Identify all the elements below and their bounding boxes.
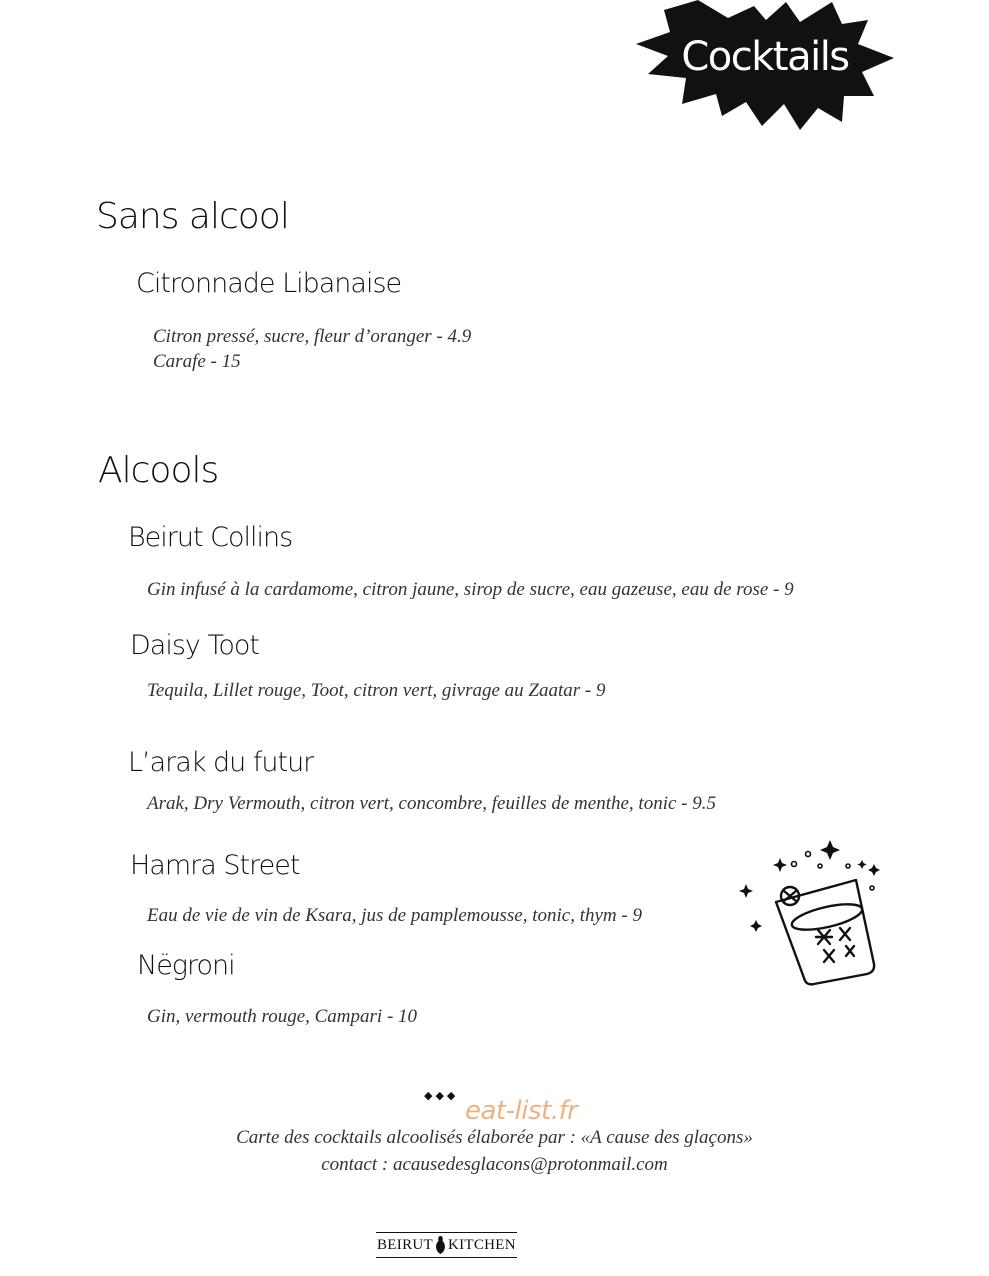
footer-contact: contact : acausedesglacons@protonmail.com	[321, 1154, 668, 1175]
item-desc-negroni: Gin, vermouth rouge, Campari - 10	[147, 1006, 418, 1027]
item-price-carafe: Carafe - 15	[153, 351, 241, 372]
logo-text-right: KITCHEN	[447, 1236, 516, 1253]
brand-logo	[376, 1232, 517, 1258]
section-title-sans-alcool: Sans alcool	[96, 196, 289, 237]
item-name-beirut-collins: Beirut Collins	[128, 522, 293, 553]
item-desc-daisy-toot: Tequila, Lillet rouge, Toot, citron vert, givrage au Zaatar - 9	[147, 680, 606, 701]
item-name-negroni: Nëgroni	[137, 950, 235, 981]
cocktail-glass-icon	[736, 836, 886, 992]
footer-credit: Carte des cocktails alcoolisés élaborée par : «A cause des glaçons»	[236, 1127, 753, 1148]
eggplant-icon	[434, 1235, 447, 1255]
item-desc-arak-du-futur: Arak, Dry Vermouth, citron vert, concombre, feuilles de menthe, tonic - 9.5	[147, 793, 716, 814]
watermark: eat-list.fr	[465, 1096, 578, 1126]
item-name-hamra-street: Hamra Street	[130, 850, 300, 881]
section-title-alcools: Alcools	[98, 450, 219, 491]
page-title: Cocktails	[681, 34, 849, 80]
footer-ornament-dots: ◆◆◆	[424, 1089, 459, 1102]
item-desc-beirut-collins: Gin infusé à la cardamome, citron jaune, sirop de sucre, eau gazeuse, eau de rose - 9	[147, 579, 794, 600]
item-name-daisy-toot: Daisy Toot	[130, 630, 259, 661]
item-desc-hamra-street: Eau de vie de vin de Ksara, jus de pamplemousse, tonic, thym - 9	[147, 905, 642, 926]
item-desc-citronnade: Citron pressé, sucre, fleur d’oranger - 4.9	[153, 326, 472, 347]
logo-text-left: BEIRUT	[377, 1236, 433, 1253]
header-badge	[636, 0, 894, 130]
item-name-arak-du-futur: L’arak du futur	[128, 747, 314, 778]
item-name-citronnade: Citronnade Libanaise	[136, 268, 402, 299]
